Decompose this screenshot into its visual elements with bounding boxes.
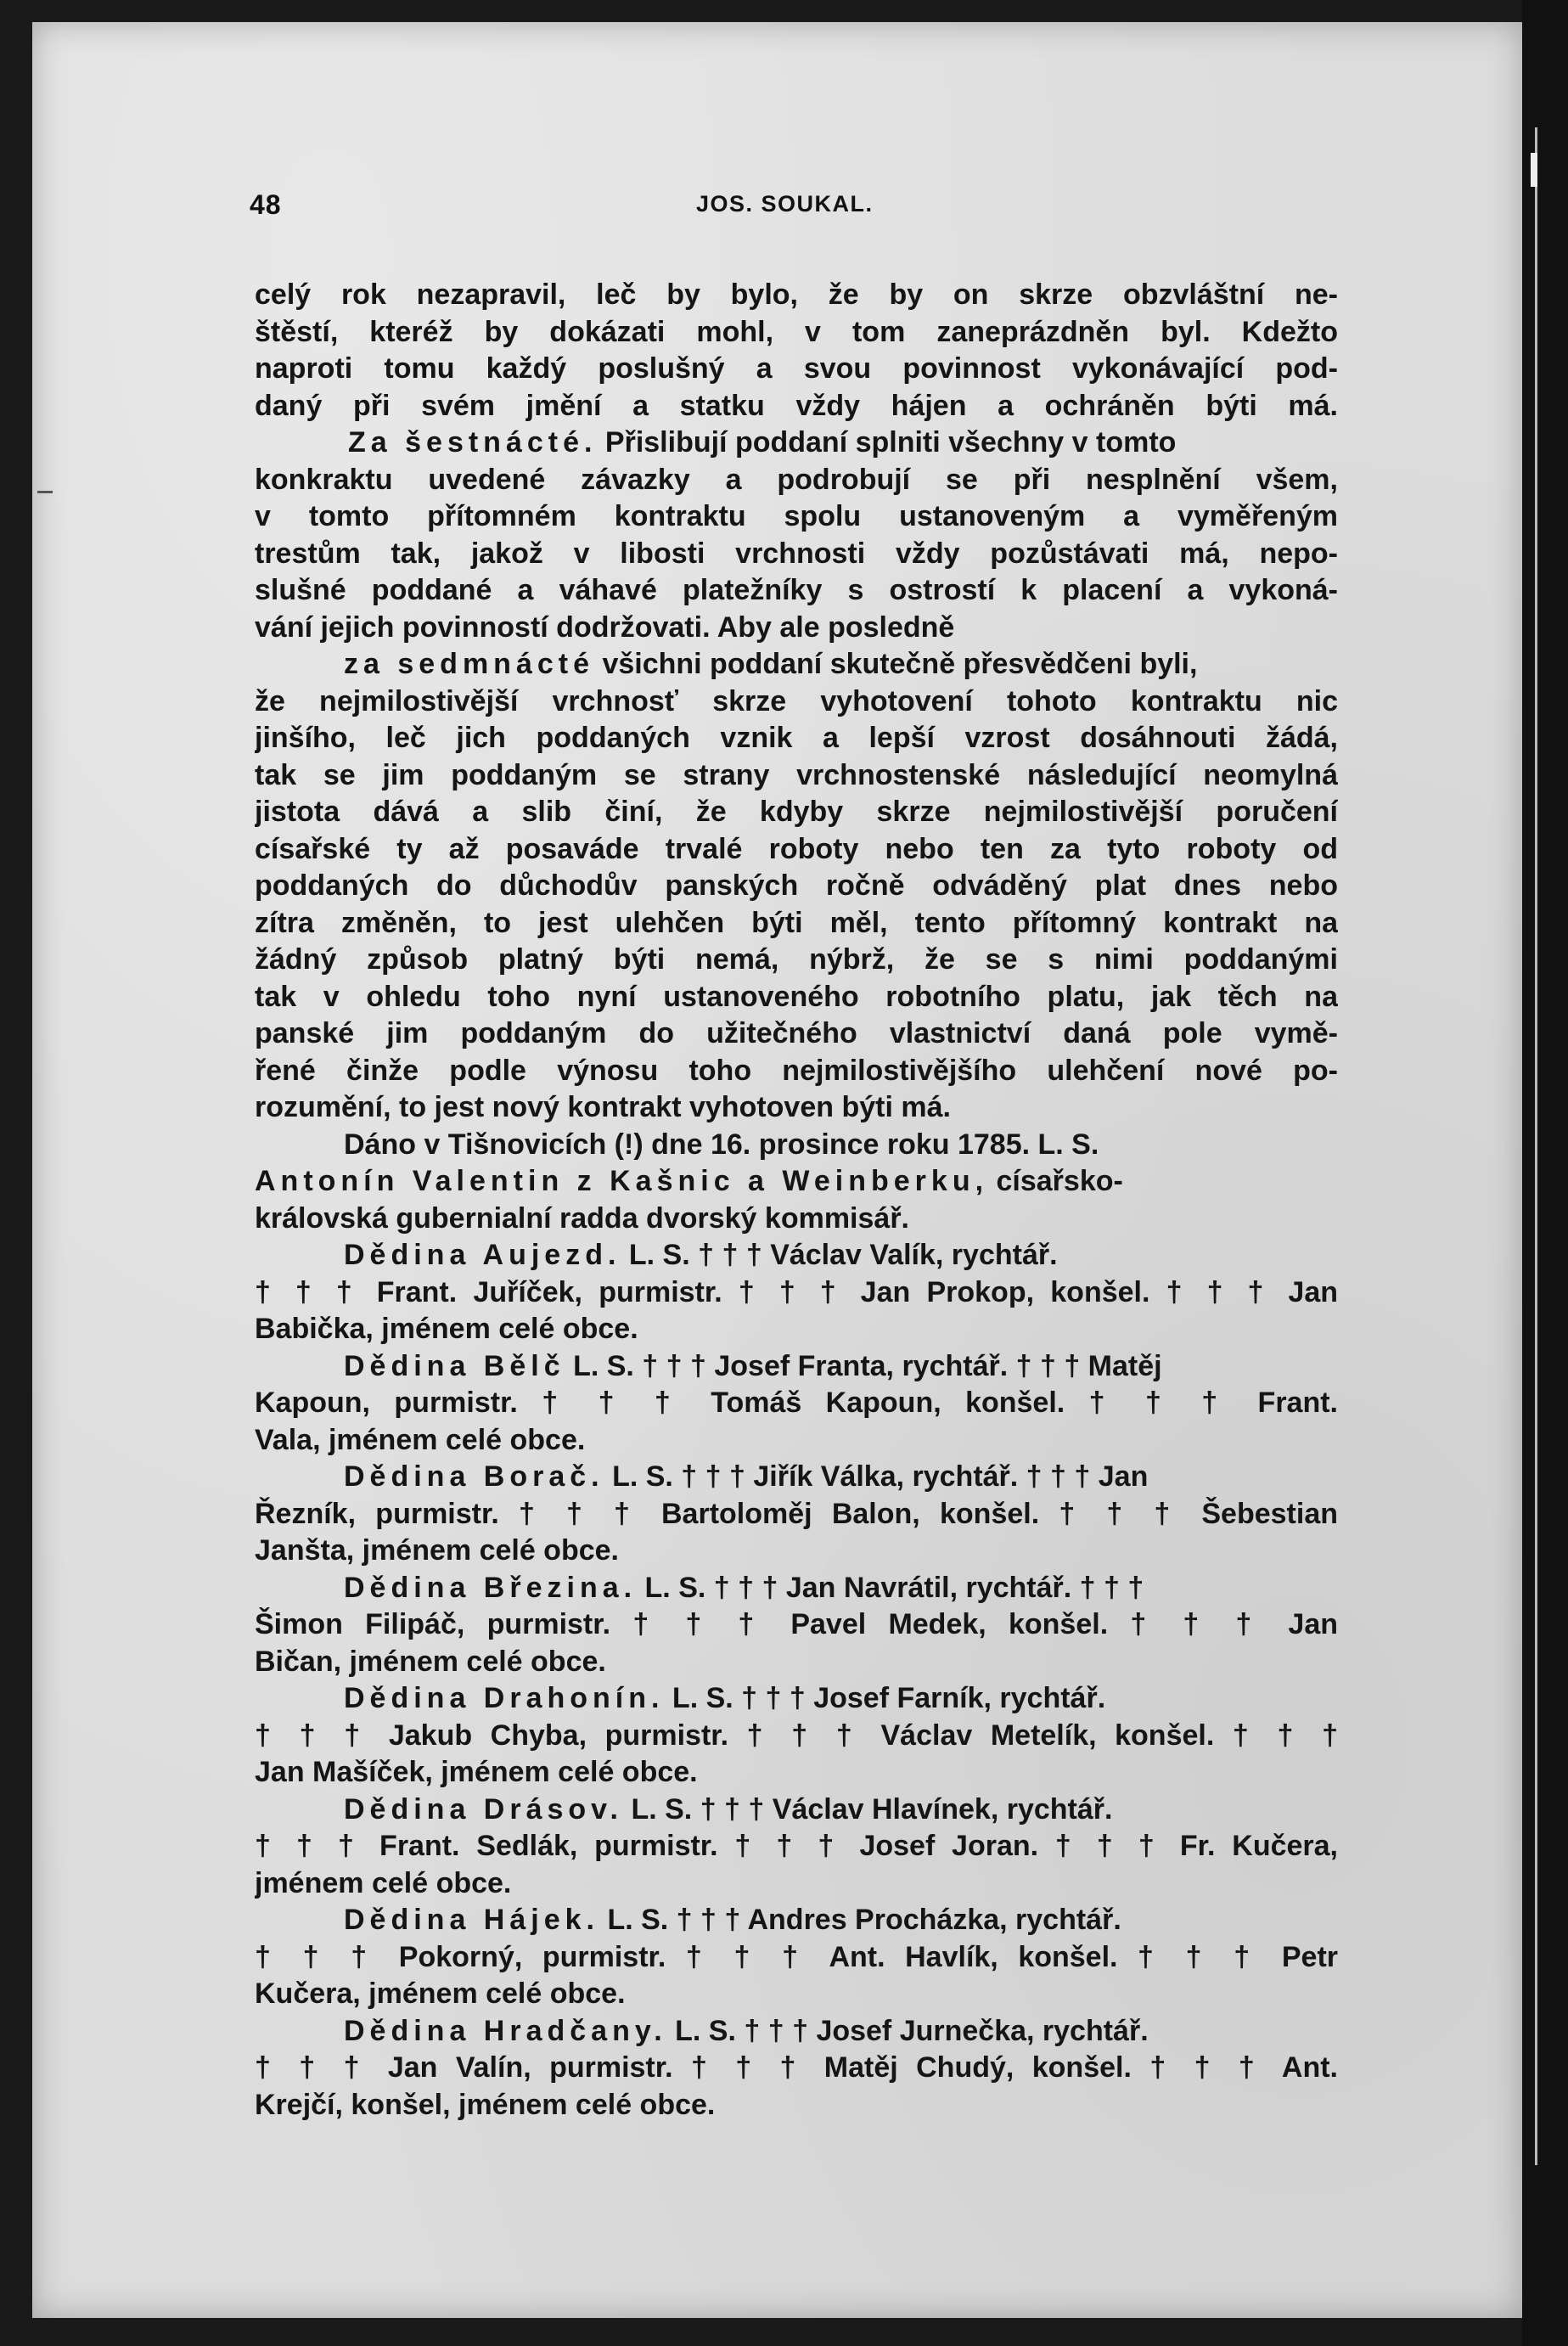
text-span: L. S. † † † Josef Jurnečka, rychtář. (675, 2014, 1149, 2047)
page-number: 48 (250, 189, 282, 220)
text-line: trestům tak, jakož v libosti vrchnosti vždy pozůstávati má, nepo- (255, 537, 1338, 570)
text-line: v tomto přítomném kontraktu spolu ustanoveným a vyměřeným (255, 500, 1338, 532)
text-line: Řezník, purmistr. † † † Bartoloměj Balon, konšel. † † † Šebestian (255, 1497, 1338, 1530)
text-line: že nejmilostivější vrchnosť skrze vyhotovení tohoto kontraktu nic (255, 684, 1338, 717)
text-span: všichni poddaní skutečně přesvědčeni byli, (602, 648, 1198, 680)
text-line: jistota dává a slib činí, že kdyby skrze nejmilostivější poručení (255, 796, 1338, 828)
body-text (255, 277, 1338, 2124)
text-line: Janšta, jménem celé obce. (255, 1534, 619, 1567)
text-line: Šimon Filipáč, purmistr. † † † Pavel Medek, konšel. † † † Jan (255, 1608, 1338, 1640)
text-span: císařsko- (996, 1165, 1123, 1197)
text-span: L. S. † † † Jan Navrátil, rychtář. † † † (644, 1571, 1144, 1604)
text-line (255, 2013, 1338, 2051)
text-line (255, 425, 1338, 462)
text-line: naproti tomu každý poslušný a svou povinnost vykonávající pod- (255, 352, 1338, 385)
page-edge-mark (1531, 153, 1537, 187)
village-name: Dědina Hájek. (344, 1904, 599, 1936)
text-line (255, 646, 1338, 684)
village-name: Dědina Březina. (344, 1571, 638, 1604)
text-span: L. S. † † † Václav Hlavínek, rychtář. (631, 1792, 1113, 1826)
text-line: rozumění, to jest nový kontrakt vyhotoven býti má. (255, 1091, 951, 1123)
text-line: zítra změněn, to jest ulehčen býti měl, tento přítomný kontrakt na (255, 906, 1338, 939)
village-name: Dědina Bělč (344, 1349, 565, 1382)
text-line (255, 1348, 1338, 1386)
village-name: Dědina Hradčany. (344, 2014, 667, 2047)
text-line: slušné poddané a váhavé platežníky s ostrostí k placení a vykoná- (255, 574, 1338, 606)
text-line (255, 1570, 1338, 1607)
text-line: Dáno v Tišnovicích (!) dne 16. prosince roku 1785. L. S. (344, 1128, 1099, 1161)
text-line: Krejčí, konšel, jménem celé obce. (255, 2088, 716, 2121)
text-line: královská gubernialní radda dvorský kommisář. (255, 1201, 909, 1235)
text-line: Bičan, jménem celé obce. (255, 1645, 606, 1678)
text-span: L. S. † † † Václav Valík, rychtář. (628, 1239, 1058, 1271)
text-line: Kapoun, purmistr. † † † Tomáš Kapoun, konšel. † † † Frant. (255, 1387, 1338, 1419)
text-line: jménem celé obce. (255, 1866, 512, 1899)
text-line: daný při svém jmění a statku vždy hájen a ochráněn býti má. (255, 389, 1338, 422)
signatory-name: Antonín Valentin z Kašnic a Weinberku, (255, 1165, 989, 1197)
text-line: † † † Frant. Juříček, purmistr. † † † Jan Prokop, konšel. † † † Jan (255, 1275, 1338, 1308)
text-line: panské jim poddaným do užitečného vlastnictví daná pole vymě- (255, 1017, 1338, 1049)
text-line: celý rok nezapravil, leč by bylo, že by on skrze obzvláštní ne- (255, 278, 1338, 311)
text-line: Babička, jménem celé obce. (255, 1313, 638, 1345)
text-line: žádný způsob platný býti nemá, nýbrž, že se s nimi poddanými (255, 943, 1338, 976)
text-line: císařské ty až posaváde trvalé roboty nebo ten za tyto roboty od (255, 832, 1338, 865)
text-line (255, 1680, 1338, 1718)
village-name: Dědina Drásov. (344, 1792, 624, 1826)
scan-border (1522, 0, 1568, 2346)
village-name: Dědina Aujezd. (344, 1239, 621, 1271)
text-line: Vala, jménem celé obce. (255, 1423, 586, 1456)
text-line: tak se jim poddaným se strany vrchnostenské následující neomylná (255, 758, 1338, 791)
text-line: štěstí, kteréž by dokázati mohl, v tom zaneprázdněn byl. Kdežto (255, 315, 1338, 348)
running-title: JOS. SOUKAL. (696, 191, 874, 217)
text-span: L. S. † † † Josef Franta, rychtář. † † † Matěj (573, 1349, 1162, 1382)
text-span: L. S. † † † Andres Procházka, rychtář. (607, 1904, 1121, 1936)
margin-mark (37, 491, 53, 493)
text-line (255, 1902, 1338, 1939)
text-span: L. S. † † † Josef Farník, rychtář. (672, 1682, 1106, 1714)
text-line (255, 1792, 1338, 1829)
village-name: Dědina Drahonín. (344, 1682, 665, 1714)
text-line: konkraktu uvedené závazky a podrobují se při nesplnění všem, (255, 463, 1338, 496)
text-line: poddaných do důchodův panských ročně odváděný plat dnes nebo (255, 869, 1338, 902)
text-line: † † † Frant. Sedlák, purmistr. † † † Josef Joran. † † † Fr. Kučera, (255, 1830, 1338, 1862)
text-line: † † † Jakub Chyba, purmistr. † † † Václav Metelík, konšel. † † † (255, 1719, 1338, 1752)
text-line: vání jejich povinností dodržovati. Aby ale posledně (255, 610, 955, 644)
text-line: tak v ohledu toho nyní ustanoveného robotního platu, jak těch na (255, 980, 1338, 1013)
village-name: Dědina Borač. (344, 1460, 604, 1493)
text-line (255, 1237, 1338, 1274)
text-line: Jan Mašíček, jménem celé obce. (255, 1756, 698, 1788)
text-line: řené činže podle výnosu toho nejmilostivějšího ulehčení nové po- (255, 1054, 1338, 1087)
text-line (255, 1459, 1338, 1496)
text-line (255, 1163, 1338, 1201)
text-span: Přislibují poddaní splniti všechny v tomto (604, 426, 1177, 459)
text-line: † † † Jan Valín, purmistr. † † † Matěj Chudý, konšel. † † † Ant. (255, 2051, 1338, 2084)
text-line: † † † Pokorný, purmistr. † † † Ant. Havlík, konšel. † † † Petr (255, 1940, 1338, 1973)
section-heading: Za šestnácté. (348, 426, 598, 459)
text-span: L. S. † † † Jiřík Válka, rychtář. † † † Jan (612, 1460, 1149, 1493)
page-edge-line (1535, 127, 1537, 2165)
text-line: Kučera, jménem celé obce. (255, 1978, 626, 2010)
section-heading: za sedmnácté (344, 648, 594, 680)
text-line: jinšího, leč jich poddaných vznik a lepší vzrost dosáhnouti žádá, (255, 722, 1338, 754)
